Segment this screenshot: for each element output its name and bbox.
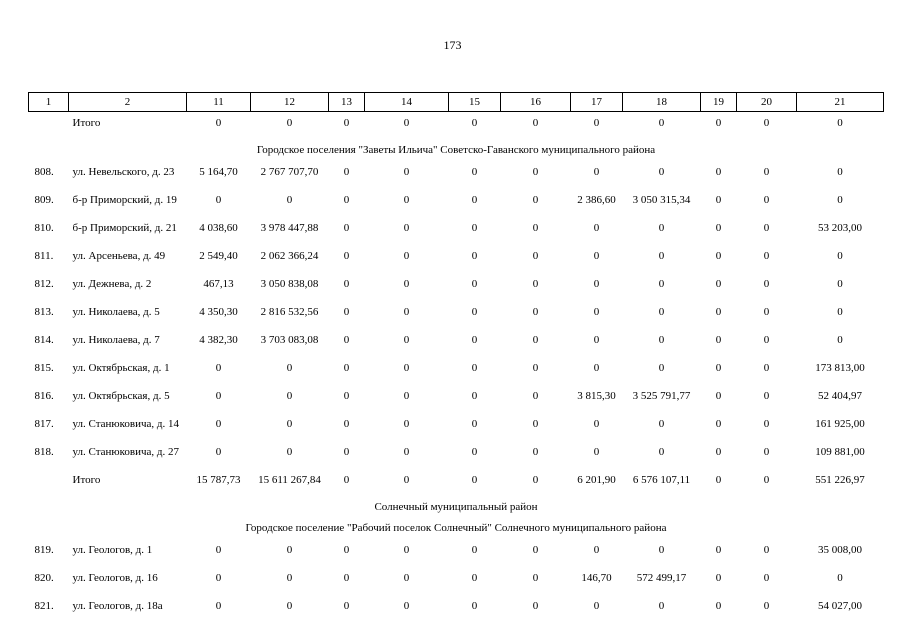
value-cell: 0 <box>715 474 722 486</box>
value-cell: 0 <box>471 544 478 556</box>
value-cell: 0 <box>343 166 350 178</box>
value-cell: 572 499,17 <box>636 572 687 584</box>
value-cell: 6 201,90 <box>577 474 616 486</box>
value-cell: 0 <box>215 446 222 458</box>
value-cell: 0 <box>343 474 350 486</box>
value-cell: 0 <box>286 390 293 402</box>
value-cell: 0 <box>593 544 600 556</box>
value-cell: 2 386,60 <box>577 194 616 206</box>
value-cell: 3 703 083,08 <box>260 334 319 346</box>
value-cell: 0 <box>763 166 770 178</box>
value-cell: 3 525 791,77 <box>632 390 691 402</box>
value-cell: 2 062 366,24 <box>260 250 319 262</box>
value-cell: 3 050 838,08 <box>260 278 319 290</box>
value-cell: 0 <box>343 117 350 129</box>
value-cell: 0 <box>471 278 478 290</box>
value-cell: 0 <box>532 446 539 458</box>
value-cell: 0 <box>658 222 665 234</box>
value-cell: 2 767 707,70 <box>260 166 319 178</box>
value-cell: 0 <box>343 306 350 318</box>
value-cell: 0 <box>286 572 293 584</box>
address-cell: ул. Октябрьская, д. 1 <box>72 362 170 374</box>
value-cell: 4 038,60 <box>199 222 238 234</box>
value-cell: 0 <box>471 250 478 262</box>
row-number: 817. <box>34 418 54 430</box>
value-cell: 0 <box>403 250 410 262</box>
column-header: 2 <box>69 93 187 112</box>
value-cell: 0 <box>403 222 410 234</box>
row-number: 819. <box>34 544 54 556</box>
table-row <box>29 245 884 273</box>
value-cell: 0 <box>763 600 770 612</box>
value-cell: 0 <box>715 390 722 402</box>
value-cell: 0 <box>715 544 722 556</box>
value-cell: 146,70 <box>581 572 612 584</box>
table-row <box>29 301 884 329</box>
value-cell: 0 <box>403 390 410 402</box>
value-cell: 0 <box>286 544 293 556</box>
value-cell: 0 <box>658 117 665 129</box>
value-cell: 0 <box>215 600 222 612</box>
value-cell: 0 <box>593 250 600 262</box>
value-cell: 2 816 532,56 <box>260 306 319 318</box>
value-cell: 53 203,00 <box>818 222 862 234</box>
value-cell: 0 <box>532 600 539 612</box>
value-cell: 0 <box>763 474 770 486</box>
value-cell: 0 <box>837 278 843 290</box>
value-cell: 0 <box>403 600 410 612</box>
column-header: 16 <box>501 93 571 112</box>
value-cell: 0 <box>837 334 843 346</box>
table-row <box>29 329 884 357</box>
table-row <box>29 161 884 189</box>
value-cell: 0 <box>658 446 665 458</box>
value-cell: 0 <box>286 362 293 374</box>
value-cell: 15 787,73 <box>196 474 241 486</box>
value-cell: 0 <box>715 362 722 374</box>
row-number: 815. <box>34 362 54 374</box>
value-cell: 0 <box>471 418 478 430</box>
row-number: 814. <box>34 334 54 346</box>
value-cell: 52 404,97 <box>818 390 862 402</box>
value-cell: 0 <box>763 362 770 374</box>
address-cell: ул. Невельского, д. 23 <box>72 166 175 178</box>
section-heading: Городское поселения "Заветы Ильича" Советско-Гаванского муниципального района <box>256 144 656 156</box>
value-cell: 3 050 315,34 <box>632 194 691 206</box>
row-number: 820. <box>34 572 54 584</box>
value-cell: 0 <box>471 390 478 402</box>
value-cell: 0 <box>658 306 665 318</box>
column-header: 18 <box>623 93 701 112</box>
value-cell: 173 813,00 <box>815 362 865 374</box>
value-cell: 0 <box>215 544 222 556</box>
value-cell: 5 164,70 <box>199 166 238 178</box>
row-number <box>29 469 69 497</box>
value-cell: 0 <box>286 600 293 612</box>
value-cell: 0 <box>286 418 293 430</box>
value-cell: 0 <box>715 418 722 430</box>
value-cell: 0 <box>343 194 350 206</box>
section-heading-row <box>29 140 884 161</box>
section-heading-row <box>29 518 884 539</box>
value-cell: 0 <box>343 334 350 346</box>
value-cell: 0 <box>658 418 665 430</box>
table-row <box>29 385 884 413</box>
value-cell: 0 <box>343 222 350 234</box>
value-cell: 0 <box>343 418 350 430</box>
value-cell: 0 <box>763 418 770 430</box>
value-cell: 0 <box>471 166 478 178</box>
value-cell: 0 <box>532 166 539 178</box>
value-cell: 0 <box>343 390 350 402</box>
value-cell: 0 <box>593 306 600 318</box>
value-cell: 0 <box>593 362 600 374</box>
table-row <box>29 273 884 301</box>
value-cell: 0 <box>532 306 539 318</box>
value-cell: 0 <box>715 334 722 346</box>
section-heading: Солнечный муниципальный район <box>374 501 538 513</box>
value-cell: 2 549,40 <box>199 250 238 262</box>
address-cell: Итого <box>72 474 101 486</box>
section-heading: Городское поселение "Рабочий поселок Солнечный" Солнечного муниципального района <box>245 522 667 534</box>
value-cell: 0 <box>403 166 410 178</box>
value-cell: 109 881,00 <box>815 446 865 458</box>
address-cell: ул. Николаева, д. 5 <box>72 306 160 318</box>
column-header: 13 <box>329 93 365 112</box>
value-cell: 0 <box>763 544 770 556</box>
value-cell: 0 <box>532 390 539 402</box>
value-cell: 0 <box>403 334 410 346</box>
section-heading-row <box>29 497 884 518</box>
value-cell: 0 <box>763 572 770 584</box>
value-cell: 0 <box>471 600 478 612</box>
value-cell: 0 <box>471 334 478 346</box>
value-cell: 0 <box>215 572 222 584</box>
value-cell: 0 <box>593 446 600 458</box>
value-cell: 0 <box>532 194 539 206</box>
table-row <box>29 539 884 567</box>
row-number <box>29 112 69 141</box>
value-cell: 0 <box>343 278 350 290</box>
row-number: 811. <box>34 250 54 262</box>
value-cell: 0 <box>215 390 222 402</box>
column-header: 15 <box>449 93 501 112</box>
value-cell: 0 <box>715 446 722 458</box>
value-cell: 0 <box>763 117 770 129</box>
address-cell: ул. Дежнева, д. 2 <box>72 278 152 290</box>
value-cell: 0 <box>763 194 770 206</box>
value-cell: 3 978 447,88 <box>260 222 319 234</box>
header-row <box>29 93 884 112</box>
value-cell: 0 <box>837 572 843 584</box>
value-cell: 0 <box>403 418 410 430</box>
address-cell: ул. Арсеньева, д. 49 <box>72 250 166 262</box>
page-number: 173 <box>443 38 462 52</box>
address-cell: Итого <box>72 117 101 129</box>
table-row <box>29 469 884 497</box>
value-cell: 0 <box>532 117 539 129</box>
value-cell: 0 <box>286 117 293 129</box>
address-cell: ул. Геологов, д. 1 <box>72 544 153 556</box>
row-number: 813. <box>34 306 54 318</box>
value-cell: 0 <box>837 117 843 129</box>
value-cell: 0 <box>215 418 222 430</box>
value-cell: 0 <box>471 362 478 374</box>
value-cell: 0 <box>471 194 478 206</box>
value-cell: 0 <box>715 166 722 178</box>
value-cell: 0 <box>343 544 350 556</box>
value-cell: 0 <box>532 334 539 346</box>
value-cell: 35 008,00 <box>818 544 862 556</box>
value-cell: 0 <box>471 222 478 234</box>
value-cell: 0 <box>343 446 350 458</box>
value-cell: 0 <box>403 572 410 584</box>
value-cell: 0 <box>403 544 410 556</box>
table-row <box>29 217 884 245</box>
value-cell: 0 <box>715 117 722 129</box>
value-cell: 551 226,97 <box>815 474 865 486</box>
value-cell: 54 027,00 <box>818 600 862 612</box>
value-cell: 0 <box>471 117 478 129</box>
address-cell: б-р Приморский, д. 19 <box>72 194 177 206</box>
value-cell: 0 <box>593 418 600 430</box>
value-cell: 0 <box>715 250 722 262</box>
column-header: 20 <box>737 93 797 112</box>
table-body <box>29 112 884 624</box>
value-cell: 0 <box>403 474 410 486</box>
row-number: 809. <box>34 194 54 206</box>
value-cell: 0 <box>532 572 539 584</box>
row-number: 821. <box>34 600 54 612</box>
table-row <box>29 441 884 469</box>
value-cell: 0 <box>763 390 770 402</box>
value-cell: 0 <box>715 306 722 318</box>
table-row <box>29 112 884 141</box>
value-cell: 0 <box>658 278 665 290</box>
column-header: 11 <box>187 93 251 112</box>
column-header: 21 <box>797 93 884 112</box>
value-cell: 0 <box>658 362 665 374</box>
value-cell: 0 <box>658 544 665 556</box>
value-cell: 0 <box>658 600 665 612</box>
value-cell: 0 <box>532 474 539 486</box>
value-cell: 0 <box>403 278 410 290</box>
value-cell: 0 <box>532 544 539 556</box>
value-cell: 0 <box>403 117 410 129</box>
value-cell: 0 <box>837 194 843 206</box>
table-row <box>29 189 884 217</box>
value-cell: 0 <box>593 117 600 129</box>
value-cell: 0 <box>763 446 770 458</box>
column-header: 14 <box>365 93 449 112</box>
value-cell: 0 <box>837 250 843 262</box>
address-cell: ул. Геологов, д. 16 <box>72 572 158 584</box>
value-cell: 0 <box>593 278 600 290</box>
table-row <box>29 567 884 595</box>
value-cell: 0 <box>658 166 665 178</box>
value-cell: 0 <box>715 278 722 290</box>
column-header: 17 <box>571 93 623 112</box>
value-cell: 0 <box>593 334 600 346</box>
column-header: 1 <box>29 93 69 112</box>
value-cell: 0 <box>343 600 350 612</box>
value-cell: 0 <box>593 166 600 178</box>
value-cell: 0 <box>837 306 843 318</box>
value-cell: 0 <box>286 194 293 206</box>
row-number: 810. <box>34 222 54 234</box>
address-cell: б-р Приморский, д. 21 <box>72 222 177 234</box>
value-cell: 0 <box>403 194 410 206</box>
address-cell: ул. Станюковича, д. 14 <box>72 418 180 430</box>
value-cell: 0 <box>215 117 222 129</box>
column-header: 19 <box>701 93 737 112</box>
value-cell: 4 350,30 <box>199 306 238 318</box>
value-cell: 0 <box>593 600 600 612</box>
data-table <box>28 92 884 623</box>
table-row <box>29 413 884 441</box>
value-cell: 161 925,00 <box>815 418 865 430</box>
row-number: 816. <box>34 390 54 402</box>
value-cell: 0 <box>343 572 350 584</box>
value-cell: 0 <box>593 222 600 234</box>
value-cell: 0 <box>286 446 293 458</box>
value-cell: 0 <box>215 362 222 374</box>
value-cell: 0 <box>471 306 478 318</box>
value-cell: 4 382,30 <box>199 334 238 346</box>
value-cell: 3 815,30 <box>577 390 616 402</box>
value-cell: 0 <box>403 362 410 374</box>
value-cell: 0 <box>532 418 539 430</box>
value-cell: 0 <box>763 222 770 234</box>
value-cell: 0 <box>403 446 410 458</box>
value-cell: 467,13 <box>203 278 234 290</box>
value-cell: 0 <box>532 362 539 374</box>
address-cell: ул. Станюковича, д. 27 <box>72 446 180 458</box>
value-cell: 0 <box>532 278 539 290</box>
column-header: 12 <box>251 93 329 112</box>
value-cell: 0 <box>471 572 478 584</box>
value-cell: 0 <box>471 446 478 458</box>
value-cell: 0 <box>763 278 770 290</box>
address-cell: ул. Геологов, д. 18а <box>72 600 163 612</box>
row-number: 818. <box>34 446 54 458</box>
value-cell: 0 <box>403 306 410 318</box>
value-cell: 0 <box>658 250 665 262</box>
value-cell: 0 <box>763 334 770 346</box>
value-cell: 0 <box>215 194 222 206</box>
value-cell: 0 <box>763 306 770 318</box>
value-cell: 0 <box>715 600 722 612</box>
value-cell: 6 576 107,11 <box>632 474 691 486</box>
value-cell: 0 <box>658 334 665 346</box>
value-cell: 0 <box>343 250 350 262</box>
value-cell: 0 <box>715 222 722 234</box>
table-row <box>29 357 884 385</box>
value-cell: 0 <box>837 166 843 178</box>
row-number: 812. <box>34 278 54 290</box>
value-cell: 0 <box>343 362 350 374</box>
address-cell: ул. Октябрьская, д. 5 <box>72 390 170 402</box>
value-cell: 0 <box>532 250 539 262</box>
value-cell: 0 <box>532 222 539 234</box>
value-cell: 0 <box>715 572 722 584</box>
value-cell: 0 <box>471 474 478 486</box>
address-cell: ул. Николаева, д. 7 <box>72 334 160 346</box>
value-cell: 0 <box>715 194 722 206</box>
value-cell: 0 <box>763 250 770 262</box>
value-cell: 15 611 267,84 <box>258 474 321 486</box>
table-row <box>29 595 884 623</box>
row-number: 808. <box>34 166 54 178</box>
